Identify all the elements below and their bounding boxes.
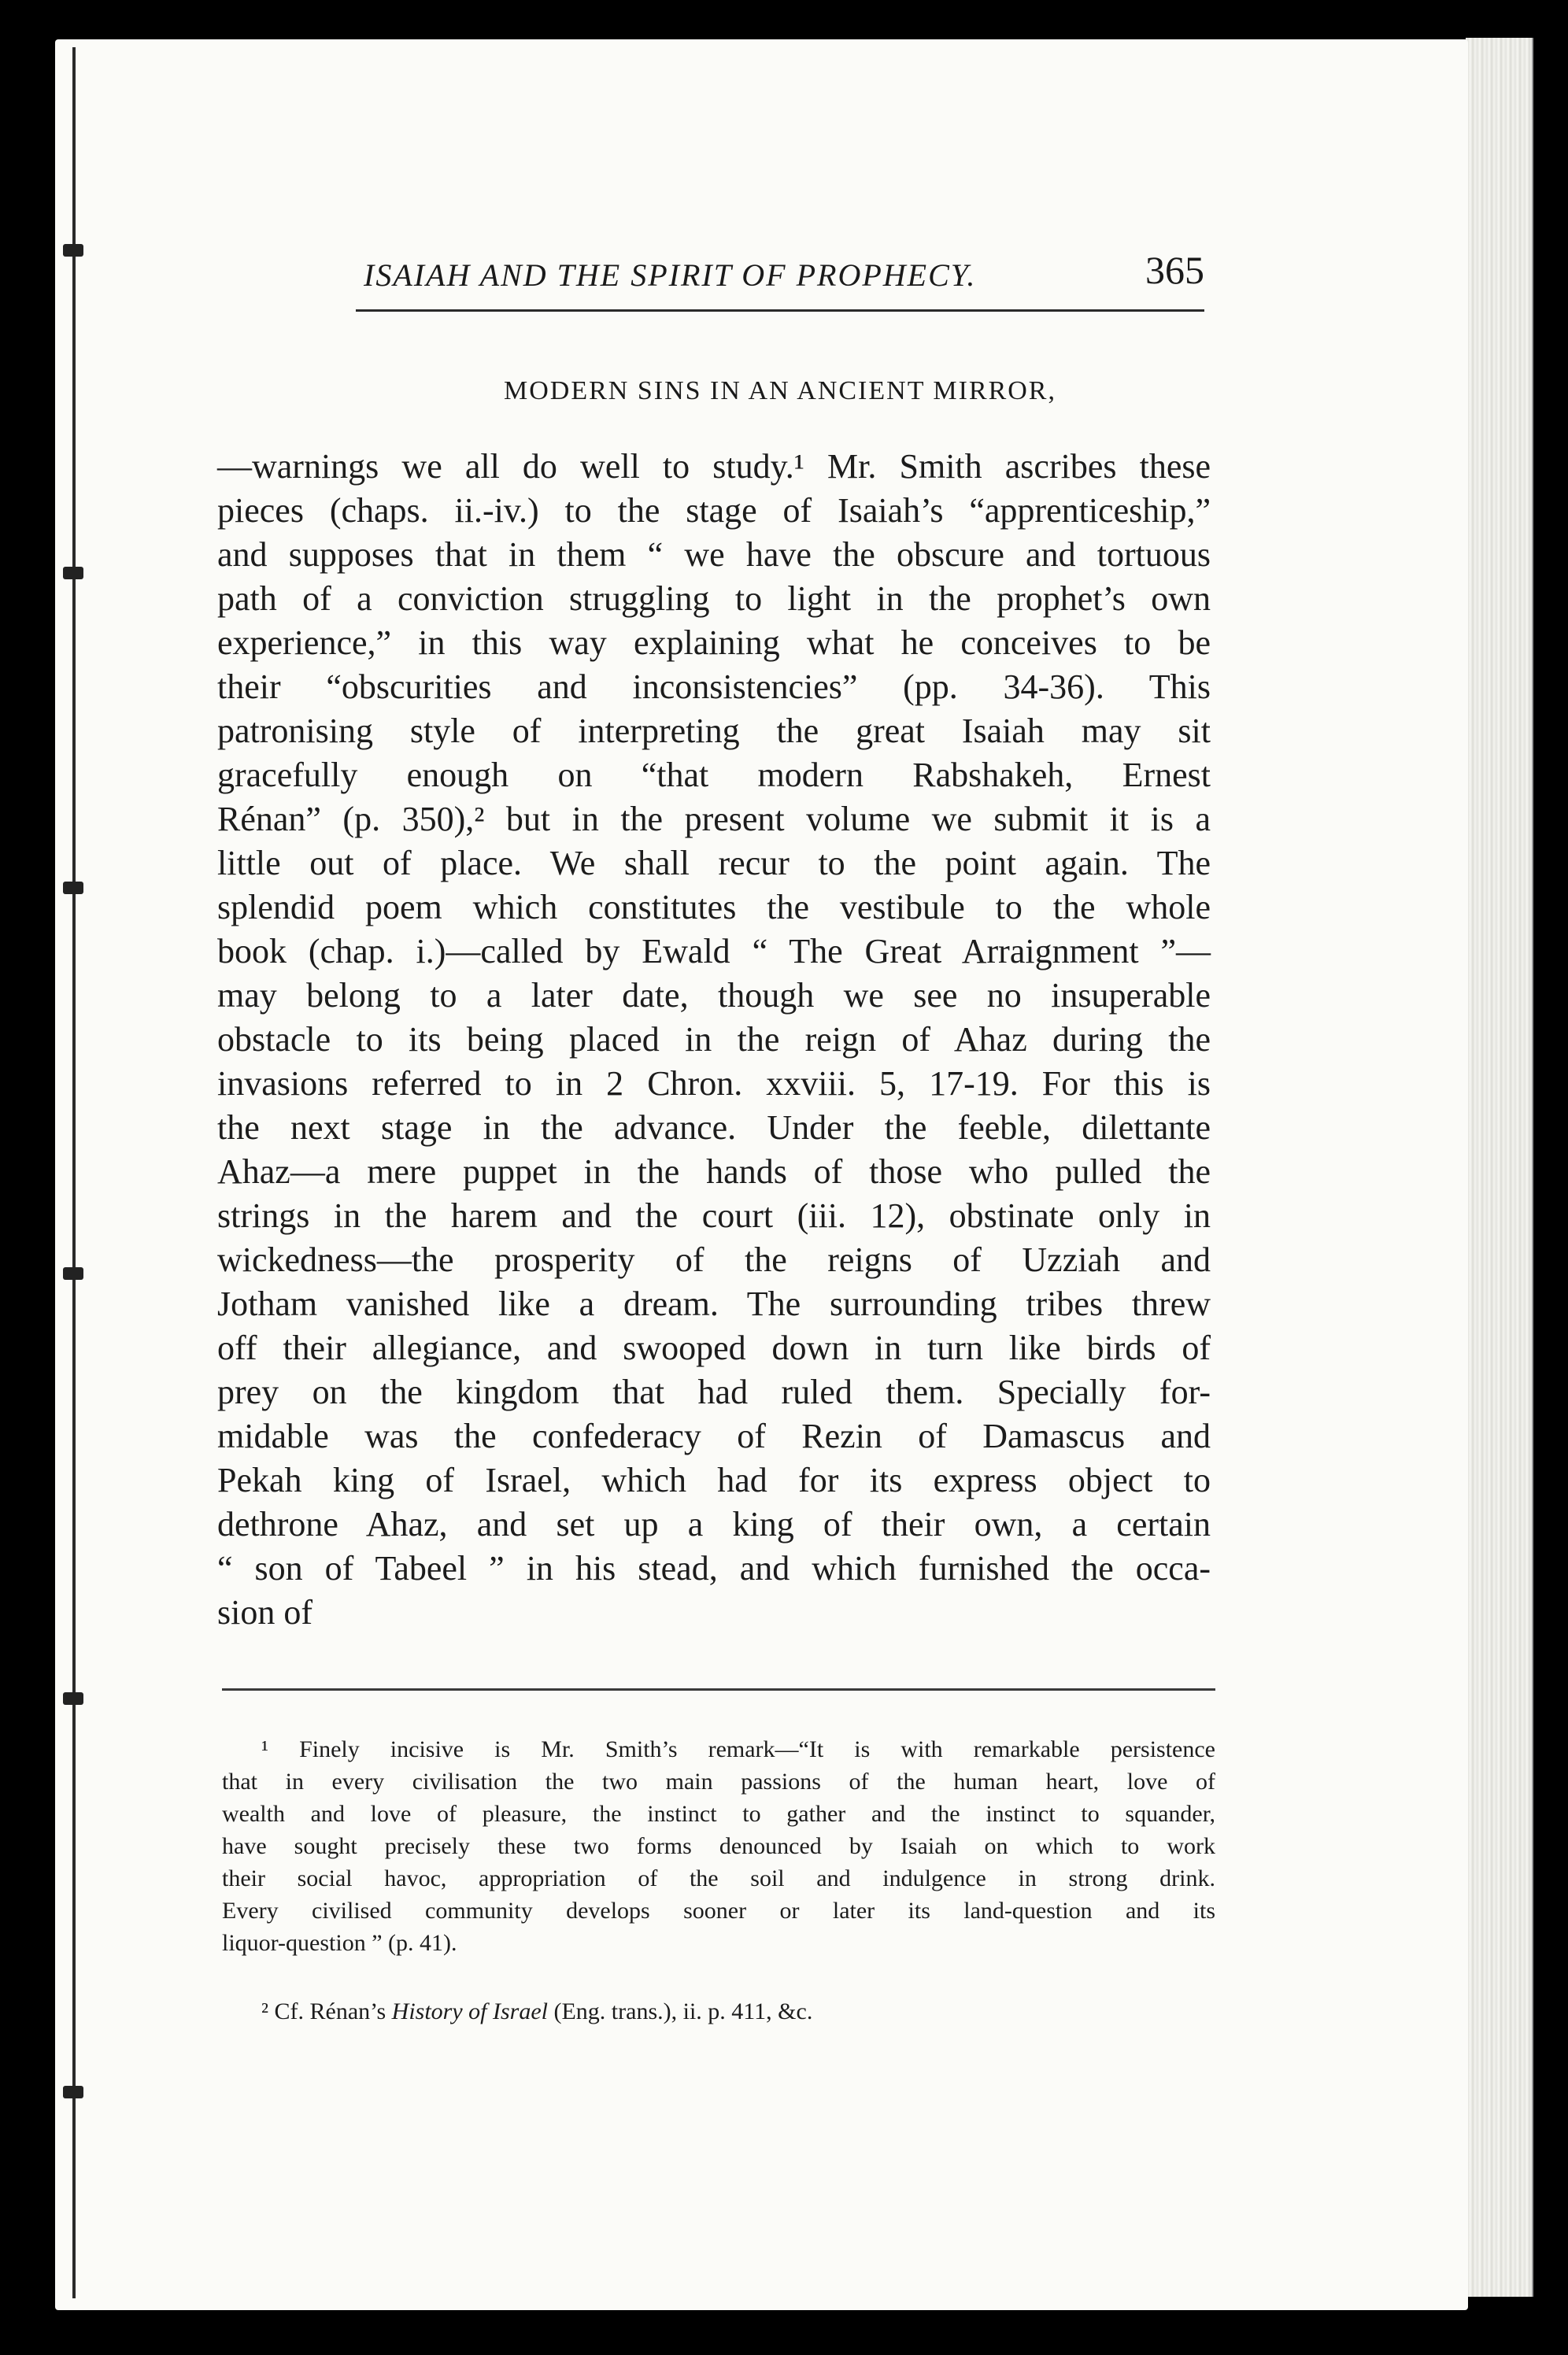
- body-line: and supposes that in them “ we have the obscure and tortuous: [217, 535, 1211, 574]
- footnote-line: Every civilised community develops sooner or later its land-question and its: [222, 1898, 1215, 1924]
- footnote-line: have sought precisely these two forms denounced by Isaiah on which to work: [222, 1833, 1215, 1859]
- footnote-1: [222, 1733, 1215, 1959]
- body-line: patronising style of interpreting the great Isaiah may sit: [217, 712, 1211, 750]
- body-line: little out of place. We shall recur to the point again. The: [217, 844, 1211, 882]
- footnote-2-book-title: History of Israel: [391, 1998, 548, 2024]
- body-line: wickedness—the prosperity of the reigns of Uzziah and: [217, 1240, 1211, 1279]
- body-text: [217, 445, 1211, 1635]
- header-rule: [356, 309, 1204, 312]
- binding-thread: [72, 47, 76, 2298]
- body-line: —warnings we all do well to study.¹ Mr. Smith ascribes these: [217, 447, 1211, 486]
- section-heading: MODERN SINS IN AN ANCIENT MIRROR,: [504, 376, 1056, 405]
- body-line: gracefully enough on “that modern Rabshakeh, Ernest: [217, 756, 1211, 794]
- binding-stitch: [63, 882, 83, 894]
- page-number: 365: [1145, 248, 1204, 292]
- binding-stitch: [63, 1692, 83, 1705]
- body-line: invasions referred to in 2 Chron. xxviii. 5, 17-19. For this is: [217, 1064, 1211, 1103]
- binding-stitch: [63, 244, 83, 257]
- body-line: Jotham vanished like a dream. The surrounding tribes threw: [217, 1285, 1211, 1323]
- footnote-2-suffix: (Eng. trans.), ii. p. 411, &c.: [547, 1998, 813, 2024]
- body-line: midable was the confederacy of Rezin of Damascus and: [217, 1417, 1211, 1455]
- body-line: may belong to a later date, though we see no insuperable: [217, 976, 1211, 1015]
- running-title: ISAIAH AND THE SPIRIT OF PROPHECY.: [364, 257, 977, 293]
- body-line: Ahaz—a mere puppet in the hands of those who pulled the: [217, 1152, 1211, 1191]
- footnote-2-prefix: ² Cf. Rénan’s: [261, 1998, 392, 2024]
- body-line: the next stage in the advance. Under the feeble, dilettante: [217, 1108, 1211, 1147]
- footnote-rule: [222, 1688, 1215, 1691]
- body-line: sion of: [217, 1593, 312, 1632]
- body-line: path of a conviction struggling to light in the prophet’s own: [217, 579, 1211, 618]
- body-line: Pekah king of Israel, which had for its express object to: [217, 1461, 1211, 1499]
- body-line: prey on the kingdom that had ruled them. Specially for-: [217, 1373, 1211, 1411]
- body-line: off their allegiance, and swooped down in turn like birds of: [217, 1329, 1211, 1367]
- binding-stitch: [63, 567, 83, 579]
- page-edge-stack: [1466, 38, 1533, 2297]
- body-line: book (chap. i.)—called by Ewald “ The Great Arraignment ”—: [217, 932, 1211, 970]
- footnote-line: wealth and love of pleasure, the instinct to gather and the instinct to squander,: [222, 1801, 1215, 1827]
- body-line: strings in the harem and the court (iii. 12), obstinate only in: [217, 1196, 1211, 1235]
- body-line: Rénan” (p. 350),² but in the present volume we submit it is a: [217, 800, 1211, 838]
- binding-stitch: [63, 1267, 83, 1280]
- body-line: their “obscurities and inconsistencies” (pp. 34-36). This: [217, 667, 1211, 706]
- body-line: experience,” in this way explaining what he conceives to be: [217, 623, 1211, 662]
- body-line: “ son of Tabeel ” in his stead, and which furnished the occa-: [217, 1549, 1211, 1588]
- body-line: splendid poem which constitutes the vestibule to the whole: [217, 888, 1211, 926]
- binding-stitch: [63, 2086, 83, 2098]
- footnote-line: their social havoc, appropriation of the soil and indulgence in strong drink.: [222, 1865, 1215, 1891]
- footnote-2: [261, 1995, 812, 2028]
- body-line: pieces (chaps. ii.-iv.) to the stage of Isaiah’s “apprenticeship,”: [217, 491, 1211, 530]
- page-header: [356, 244, 1204, 307]
- body-line: obstacle to its being placed in the reign of Ahaz during the: [217, 1020, 1211, 1059]
- footnote-line: liquor-question ” (p. 41).: [222, 1930, 457, 1956]
- footnote-line: that in every civilisation the two main passions of the human heart, love of: [222, 1769, 1215, 1795]
- body-line: dethrone Ahaz, and set up a king of their own, a certain: [217, 1505, 1211, 1544]
- footnote-line: ¹ Finely incisive is Mr. Smith’s remark—“It is with remarkable persistence: [261, 1736, 1215, 1762]
